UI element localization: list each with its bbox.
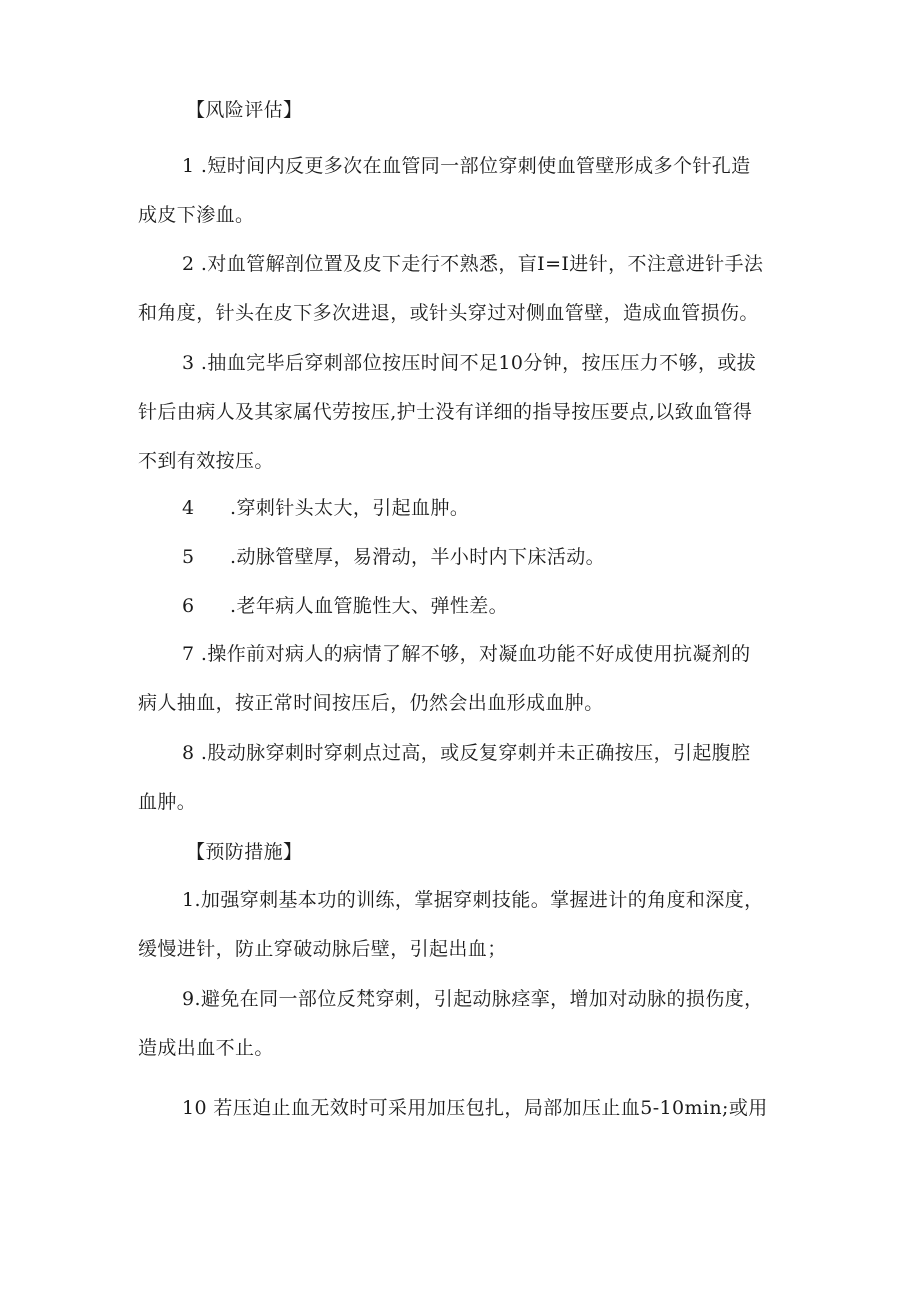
risk-item-5-text: .动脉管壁厚，易滑动，半小时内下床活动。 xyxy=(230,546,606,568)
risk-item-4-number: 4 xyxy=(182,497,195,519)
risk-item-3-line-2: 针后由病人及其家属代劳按压,护士没有详细的指导按压要点,以致血管得 xyxy=(138,401,753,423)
prevention-item-1-line-1: 1.加强穿刺基本功的训练，掌据穿刺技能。掌握进计的角度和深度， xyxy=(182,889,764,911)
prevention-heading: 【预防措施】 xyxy=(186,841,303,863)
prevention-item-9-line-1: 9.避免在同一部位反梵穿刺，引起动脉痉挛，增加对动脉的损伤度， xyxy=(182,988,764,1010)
risk-item-1-line-2: 成皮下渗血。 xyxy=(138,204,255,226)
prevention-item-9-line-2: 造成出血不止。 xyxy=(138,1037,274,1059)
risk-item-2-line-2: 和角度，针头在皮下多次进退，或针头穿过对侧血管壁，造成血管损伤。 xyxy=(138,302,759,324)
risk-item-4-text: .穿刺针头太大，引起血肿。 xyxy=(230,497,470,519)
risk-assessment-heading: 【风险评估】 xyxy=(186,99,303,121)
risk-item-5-number: 5 xyxy=(182,546,195,568)
risk-item-1-line-1: 1 .短时间内反更多次在血管同一部位穿刺使血管壁形成多个针孔造 xyxy=(182,155,751,177)
risk-item-3-line-3: 不到有效按压。 xyxy=(138,450,274,472)
prevention-item-10-line-1: 10 若压迫止血无效时可采用加压包扎，局部加压止血5-10min;或用 xyxy=(182,1097,768,1119)
risk-item-6-number: 6 xyxy=(182,595,195,617)
risk-item-8-line-1: 8 .股动脉穿刺时穿刺点过高，或反复穿刺并未正确按压，引起腹腔 xyxy=(182,742,751,764)
risk-item-8-line-2: 血肿。 xyxy=(138,791,197,813)
risk-item-6-text: .老年病人血管脆性大、弹性差。 xyxy=(230,595,509,617)
risk-item-7-line-2: 病人抽血，按正常时间按压后，仍然会出血形成血肿。 xyxy=(138,692,604,714)
prevention-item-1-line-2: 缓慢进针，防止穿破动脉后壁，引起出血； xyxy=(138,938,507,960)
risk-item-2-line-1: 2 .对血管解剖位置及皮下走行不熟悉，盲I=I进针，不注意进针手法 xyxy=(182,253,764,275)
risk-item-7-line-1: 7 .操作前对病人的病情了解不够，对凝血功能不好成使用抗凝剂的 xyxy=(182,643,751,665)
risk-item-3-line-1: 3 .抽血完毕后穿刺部位按压时间不足10分钟，按压压力不够，或拔 xyxy=(182,352,757,374)
